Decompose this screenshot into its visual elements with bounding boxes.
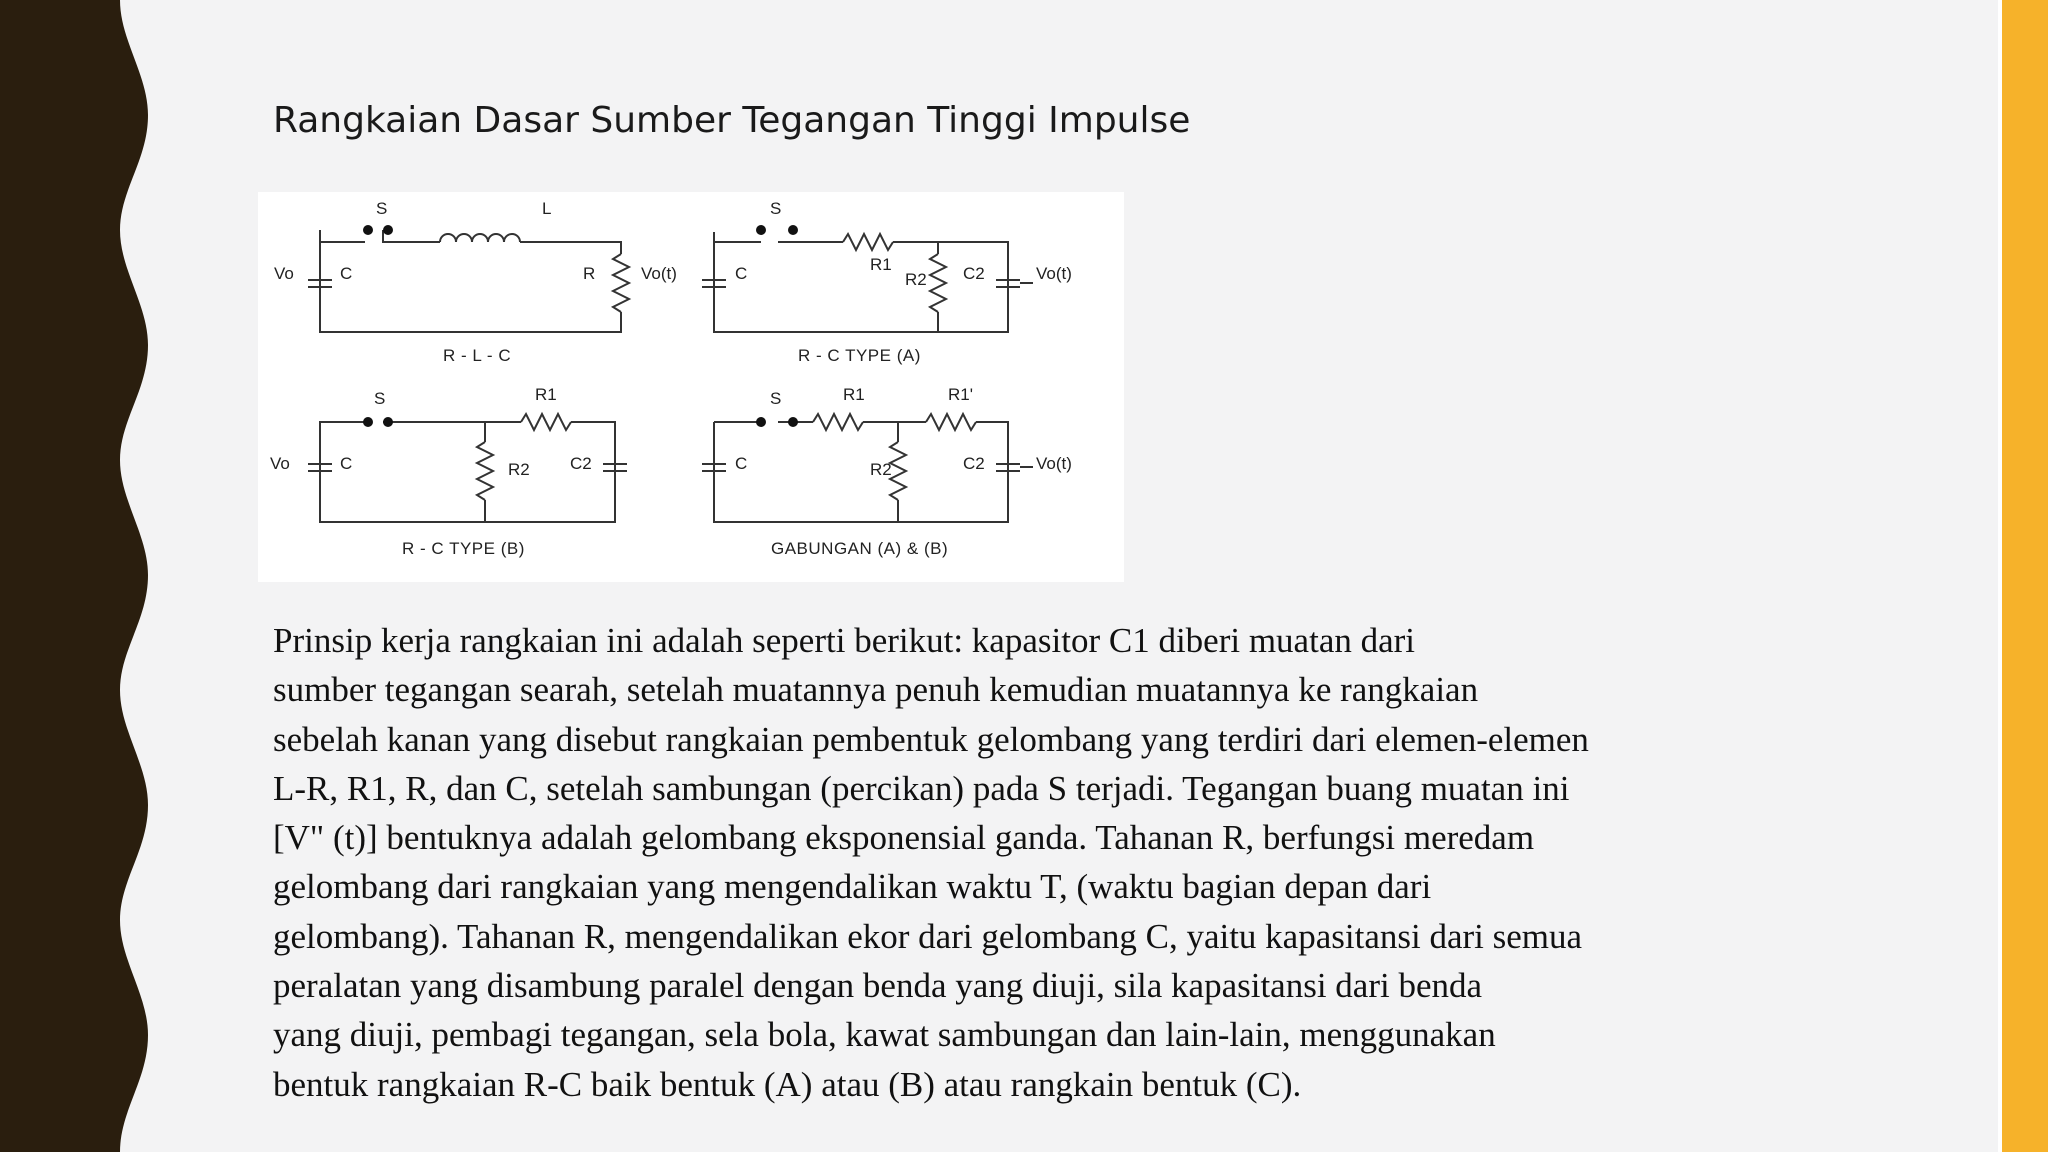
paragraph-line: peralatan yang disambung paralel dengan benda yang diuji, sila kapasitansi dari benda [273,966,1483,1006]
paragraph-line: L-R, R1, R, dan C, setelah sambungan (percikan) pada S terjadi. Tegangan buang muatan ini [273,768,1570,808]
paragraph-line: [V" (t)] bentuknya adalah gelombang eksponensial ganda. Tahanan R, berfungsi meredam [273,818,1535,858]
paragraph-line: Prinsip kerja rangkaian ini adalah seperti berikut: kapasitor C1 diberi muatan dari [273,621,1416,660]
rca-label-r2: R2 [905,270,927,289]
rca-switch-contact-2 [788,225,798,235]
paragraph-line: sumber tegangan searah, setelah muatannya penuh kemudian muatannya ke rangkaian [273,670,1479,710]
rcb-label-c: C [340,454,353,473]
circuit-diagram-panel [258,192,1124,582]
comb-label-c: C [735,454,748,473]
comb-label-vout: Vo(t) [1036,454,1072,473]
comb-r2 [890,442,906,500]
rlc-wire-bottom [320,230,621,332]
rlc-wire-top-left [320,230,365,242]
accent-bar-right [2002,0,2048,1152]
rca-label-r1: R1 [870,255,892,274]
rlc-label-l: L [542,199,552,218]
rcb-label-vo: Vo [270,454,290,473]
comb-label-c2: C2 [963,454,985,473]
rcb-label-r2: R2 [508,460,530,479]
comb-r1p [926,414,976,430]
rlc-label-vo: Vo [274,264,294,283]
explanation-paragraph [273,616,1733,1109]
comb-caption: GABUNGAN (A) & (B) [771,539,949,558]
rlc-label-r: R [583,264,596,283]
rca-caption: R - C TYPE (A) [798,346,921,365]
rcb-label-s: S [374,389,386,408]
rca-label-c2: C2 [963,264,985,283]
comb-switch-contact-1 [756,417,766,427]
rca-r2 [930,254,946,312]
rlc-caption: R - L - C [443,346,512,365]
rca-r1 [843,234,893,250]
paragraph-line: gelombang dari rangkaian yang mengendalikan waktu T, (waktu bagian depan dari [273,867,1432,907]
rlc-switch-contact-1 [363,225,373,235]
rcb-label-c2: C2 [570,454,592,473]
paragraph-line: yang diuji, pembagi tegangan, sela bola, kawat sambungan dan lain-lain, menggunakan [273,1015,1496,1055]
rlc-switch-contact-2 [383,225,393,235]
rlc-label-s: S [376,199,388,218]
rca-wire-top-a [714,232,761,242]
rcb-caption: R - C TYPE (B) [402,539,525,558]
rcb-r2 [477,442,493,500]
paragraph-line: sebelah kanan yang disebut rangkaian pembentuk gelombang yang terdiri dari elemen-elemen [273,719,1589,759]
comb-label-r1p: R1' [948,385,973,404]
comb-r1 [813,414,863,430]
comb-label-r1: R1 [843,385,865,404]
slide-title: Rangkaian Dasar Sumber Tegangan Tinggi Impulse [273,100,1191,141]
rcb-switch-contact-1 [363,417,373,427]
rca-label-s: S [770,199,782,218]
comb-switch-contact-2 [788,417,798,427]
comb-label-r2: R2 [870,460,892,479]
wavy-left-band [0,0,160,1152]
rlc-inductor [440,234,520,242]
rlc-resistor [613,254,629,312]
circuit-diagrams [258,192,1124,582]
rcb-switch-contact-2 [383,417,393,427]
paragraph-line: bentuk rangkaian R-C baik bentuk (A) atau (B) atau rangkain bentuk (C). [273,1064,1302,1104]
rca-label-c: C [735,264,748,283]
rlc-label-c: C [340,264,353,283]
rca-label-vout: Vo(t) [1036,264,1072,283]
rcb-label-r1: R1 [535,385,557,404]
rca-switch-contact-1 [756,225,766,235]
rlc-label-vout: Vo(t) [641,264,677,283]
comb-label-s: S [770,389,782,408]
paragraph-line: gelombang). Tahanan R, mengendalikan ekor dari gelombang C, yaitu kapasitansi dari semua [273,916,1583,956]
rcb-r1 [521,414,571,430]
rlc-wire-top-end [520,242,621,254]
rcb-wire-top-a [320,422,365,424]
